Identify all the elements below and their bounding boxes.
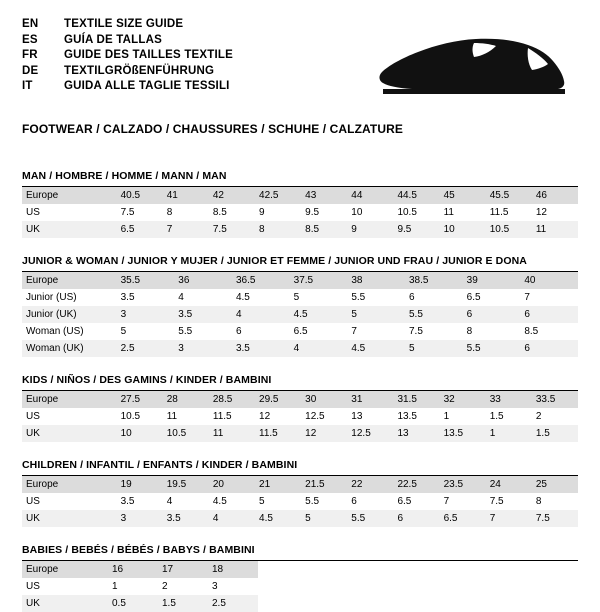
table-row <box>22 425 578 442</box>
table-cell: 12 <box>259 410 271 422</box>
column-header-cell: 25 <box>532 476 578 493</box>
language-code: IT <box>22 80 33 92</box>
table-cell: 3.5 <box>163 510 209 527</box>
table-cell: 5.5 <box>305 495 320 507</box>
table-cell: 9 <box>347 221 393 238</box>
column-header-cell: 45 <box>440 187 486 204</box>
column-header-cell: 16 <box>108 561 158 578</box>
table-row <box>22 595 258 612</box>
table-cell: 7.5 <box>209 221 255 238</box>
table-row <box>22 306 578 323</box>
column-header-cell: 22 <box>347 476 393 493</box>
language-row <box>22 80 233 96</box>
table-cell: 5 <box>301 510 347 527</box>
table-cell: 6 <box>408 291 415 303</box>
table-cell: 10.5 <box>120 410 141 422</box>
table-cell: 7.5 <box>408 325 423 337</box>
table-cell: 9 <box>259 206 265 218</box>
table-cell: 10.5 <box>163 425 209 442</box>
table-cell: 3 <box>117 510 163 527</box>
table-cell: 6 <box>351 495 357 507</box>
size-table <box>22 187 578 238</box>
table-cell: 6 <box>393 510 439 527</box>
table-cell: 4 <box>290 340 348 357</box>
section-title: JUNIOR & WOMAN / JUNIOR Y MUJER / JUNIOR ET FEMME / JUNIOR UND FRAU / JUNIOR E DONA <box>22 255 527 267</box>
column-header-cell: 40.5 <box>117 187 163 204</box>
table-cell: 1.5 <box>532 425 578 442</box>
language-title: GUIDE DES TAILLES TEXTILE <box>64 49 233 61</box>
column-header-cell: 21 <box>255 476 301 493</box>
column-header-cell: 45.5 <box>486 187 532 204</box>
table-cell: 3 <box>174 340 232 357</box>
table-row <box>22 493 578 510</box>
table-cell: 11 <box>532 221 578 238</box>
table-cell: 4 <box>209 510 255 527</box>
table-cell: 1.5 <box>158 595 208 612</box>
table-cell: 13 <box>351 410 363 422</box>
column-header-cell: 38 <box>347 272 405 289</box>
size-tables-container <box>22 170 578 612</box>
language-row <box>22 34 233 50</box>
table-cell: 6 <box>520 306 578 323</box>
table-cell: 6.5 <box>466 291 481 303</box>
language-code: EN <box>22 18 39 30</box>
table-cell: 10 <box>351 206 363 218</box>
column-header-cell: 43 <box>301 187 347 204</box>
table-cell: 0.5 <box>108 595 158 612</box>
size-table-body <box>22 561 258 612</box>
table-cell: 10.5 <box>486 221 532 238</box>
row-label: Junior (UK) <box>22 306 117 323</box>
table-cell: 13.5 <box>397 410 417 422</box>
table-cell: 1 <box>486 425 532 442</box>
table-cell: 9.5 <box>305 206 320 218</box>
language-row <box>22 49 233 65</box>
language-row <box>22 18 233 34</box>
table-row <box>22 272 578 289</box>
table-cell: 5 <box>347 306 405 323</box>
column-header-cell: 21.5 <box>301 476 347 493</box>
dress-shoe-icon <box>378 36 568 98</box>
table-cell: 8.5 <box>212 206 227 218</box>
language-title-list <box>22 18 233 96</box>
table-cell: 4 <box>178 291 184 303</box>
table-cell: 5.5 <box>178 325 193 337</box>
column-header-cell: 39 <box>463 272 521 289</box>
row-label: US <box>26 580 40 592</box>
table-cell: 4.5 <box>212 495 227 507</box>
column-header-cell: 33 <box>486 391 532 408</box>
column-header-cell: 30 <box>301 391 347 408</box>
table-cell: 12.5 <box>347 425 393 442</box>
table-cell: 4.5 <box>290 306 348 323</box>
section-title: MAN / HOMBRE / HOMME / MANN / MAN <box>22 170 227 182</box>
column-header-cell: 44.5 <box>393 187 439 204</box>
column-header-cell: 17 <box>158 561 208 578</box>
table-cell: 9.5 <box>393 221 439 238</box>
column-header-cell: 33.5 <box>532 391 578 408</box>
column-header-cell: 28 <box>163 391 209 408</box>
column-header-cell: 38.5 <box>405 272 463 289</box>
column-header-cell: 35.5 <box>117 272 175 289</box>
size-section-babies <box>22 544 578 612</box>
table-cell: 4.5 <box>235 291 250 303</box>
table-cell: 7 <box>163 221 209 238</box>
table-cell: 5.5 <box>463 340 521 357</box>
table-cell: 7 <box>351 325 357 337</box>
table-cell: 1 <box>443 410 450 422</box>
table-cell: 6.5 <box>440 510 486 527</box>
column-header-cell: 28.5 <box>209 391 255 408</box>
table-cell: 6.5 <box>293 325 308 337</box>
table-row <box>22 289 578 306</box>
table-cell: 8.5 <box>301 221 347 238</box>
size-table <box>22 391 578 442</box>
table-row <box>22 187 578 204</box>
table-cell: 6 <box>463 306 521 323</box>
row-label: Europe <box>22 391 117 408</box>
table-cell: 2.5 <box>208 595 258 612</box>
section-title: CHILDREN / INFANTIL / ENFANTS / KINDER / BAMBINI <box>22 459 298 471</box>
column-header-cell: 37.5 <box>290 272 348 289</box>
table-cell: 11.5 <box>255 425 301 442</box>
page-header <box>22 18 578 110</box>
column-header-cell: 42 <box>209 187 255 204</box>
table-cell: 11 <box>209 425 255 442</box>
row-label: Europe <box>22 476 117 493</box>
table-cell: 5 <box>120 325 127 337</box>
size-section-junior-woman <box>22 255 578 357</box>
table-cell: 3.5 <box>232 340 290 357</box>
table-cell: 2.5 <box>117 340 175 357</box>
row-label: Woman (US) <box>26 325 84 337</box>
table-cell: 4.5 <box>347 340 405 357</box>
table-cell: 4 <box>166 495 173 507</box>
column-header-cell: 36.5 <box>232 272 290 289</box>
table-row <box>22 510 578 527</box>
column-header-cell: 19 <box>117 476 163 493</box>
row-label: Woman (UK) <box>22 340 117 357</box>
table-row <box>22 221 578 238</box>
size-table-body <box>22 187 578 238</box>
table-cell: 8 <box>166 206 173 218</box>
table-cell: 8 <box>466 325 473 337</box>
language-code: FR <box>22 49 38 61</box>
size-table-body <box>22 391 578 442</box>
column-header-cell: 42.5 <box>255 187 301 204</box>
table-cell: 6.5 <box>397 495 412 507</box>
column-header-cell: 40 <box>520 272 578 289</box>
size-table <box>22 561 258 612</box>
table-cell: 12.5 <box>305 410 325 422</box>
table-cell: 6 <box>520 340 578 357</box>
table-cell: 8 <box>255 221 301 238</box>
table-cell: 5 <box>259 495 265 507</box>
table-row <box>22 323 578 340</box>
table-cell: 11.5 <box>212 410 232 422</box>
size-table <box>22 272 578 357</box>
size-table-body <box>22 272 578 357</box>
column-header-cell: 32 <box>440 391 486 408</box>
column-header-cell: 31.5 <box>393 391 439 408</box>
column-header-cell: 18 <box>208 561 258 578</box>
section-title: KIDS / NIÑOS / DES GAMINS / KINDER / BAMBINI <box>22 374 272 386</box>
row-label: US <box>26 495 40 507</box>
language-title: TEXTILE SIZE GUIDE <box>64 18 184 30</box>
table-cell: 2 <box>162 580 168 592</box>
table-cell: 3 <box>212 580 218 592</box>
language-code: DE <box>22 64 39 77</box>
table-row <box>22 476 578 493</box>
column-header-cell: 20 <box>209 476 255 493</box>
table-cell: 11.5 <box>489 206 509 218</box>
table-row <box>22 204 578 221</box>
table-cell: 7 <box>486 510 532 527</box>
column-header-cell: 22.5 <box>393 476 439 493</box>
table-cell: 5.5 <box>351 291 366 303</box>
table-cell: 13.5 <box>440 425 486 442</box>
size-table-body <box>22 476 578 527</box>
row-label: Europe <box>22 272 117 289</box>
table-cell: 7 <box>524 291 530 303</box>
column-header-cell: 44 <box>347 187 393 204</box>
table-cell: 2 <box>535 410 542 422</box>
column-header-cell: 24 <box>486 476 532 493</box>
language-code: ES <box>22 33 38 46</box>
table-cell: 5 <box>405 340 463 357</box>
table-cell: 11 <box>166 410 178 422</box>
language-title-list-body <box>22 18 233 96</box>
column-header-cell: 46 <box>532 187 578 204</box>
row-label: UK <box>22 425 117 442</box>
table-cell: 5.5 <box>405 306 463 323</box>
row-label: UK <box>22 221 117 238</box>
table-cell: 12 <box>535 206 547 218</box>
table-cell: 4.5 <box>255 510 301 527</box>
table-cell: 13 <box>393 425 439 442</box>
footwear-category-title: FOOTWEAR / CALZADO / CHAUSSURES / SCHUHE / CALZATURE <box>22 122 403 136</box>
row-label: UK <box>22 510 117 527</box>
table-cell: 3.5 <box>174 306 232 323</box>
size-section-children <box>22 459 578 527</box>
table-cell: 10 <box>440 221 486 238</box>
row-label: UK <box>22 595 108 612</box>
table-cell: 10.5 <box>397 206 417 218</box>
language-title: GUÍA DE TALLAS <box>64 33 162 46</box>
table-row <box>22 578 258 595</box>
table-cell: 5.5 <box>347 510 393 527</box>
row-label: Junior (US) <box>26 291 77 303</box>
language-row <box>22 65 233 81</box>
column-header-cell: 19.5 <box>163 476 209 493</box>
column-header-cell: 31 <box>347 391 393 408</box>
table-cell: 8.5 <box>524 325 539 337</box>
table-cell: 6 <box>235 325 242 337</box>
table-row <box>22 408 578 425</box>
table-cell: 10 <box>117 425 163 442</box>
table-cell: 3.5 <box>120 495 135 507</box>
row-label: Europe <box>22 187 117 204</box>
table-cell: 8 <box>535 495 542 507</box>
row-label: US <box>26 410 40 422</box>
table-cell: 1 <box>112 580 118 592</box>
row-label: US <box>26 206 40 218</box>
language-title: GUIDA ALLE TAGLIE TESSILI <box>64 80 230 92</box>
size-section-man <box>22 170 578 238</box>
column-header-cell: 23.5 <box>440 476 486 493</box>
table-cell: 7 <box>443 495 450 507</box>
table-cell: 1.5 <box>489 410 504 422</box>
table-cell: 3.5 <box>120 291 135 303</box>
table-cell: 5 <box>293 291 300 303</box>
table-cell: 3 <box>117 306 175 323</box>
table-cell: 6.5 <box>117 221 163 238</box>
column-header-cell: 36 <box>174 272 232 289</box>
table-row <box>22 561 258 578</box>
table-row <box>22 391 578 408</box>
size-table <box>22 476 578 527</box>
table-cell: 11 <box>443 206 454 218</box>
column-header-cell: 29.5 <box>255 391 301 408</box>
column-header-cell: 27.5 <box>117 391 163 408</box>
section-title: BABIES / BEBÉS / BÉBÉS / BABYS / BAMBINI <box>22 544 255 556</box>
language-title: TEXTILGRÖßENFÜHRUNG <box>64 64 215 77</box>
table-cell: 7.5 <box>120 206 135 218</box>
size-section-kids <box>22 374 578 442</box>
column-header-cell: 41 <box>163 187 209 204</box>
row-label: Europe <box>22 561 108 578</box>
table-cell: 4 <box>232 306 290 323</box>
table-cell: 7.5 <box>489 495 504 507</box>
table-cell: 7.5 <box>532 510 578 527</box>
table-cell: 12 <box>301 425 347 442</box>
table-row <box>22 340 578 357</box>
